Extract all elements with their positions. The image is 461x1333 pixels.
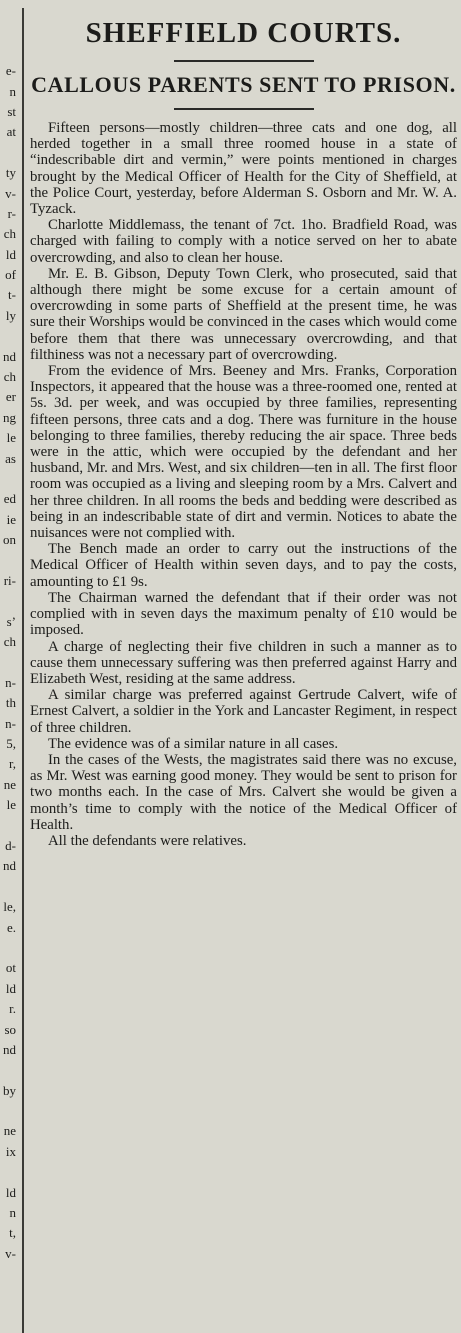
- column-fragment: [0, 551, 17, 571]
- article-body: [30, 120, 457, 849]
- column-fragment: ng: [3, 409, 16, 425]
- column-fragment: ld: [5, 980, 16, 996]
- column-fragment: on: [3, 532, 16, 548]
- article-paragraph: Charlotte Middlemass, the tenant of 7ct. 1ho. Bradfield Road, was charged with failing to comply with a notice served on her to abate overcrowding, and also to clean her house.: [30, 217, 457, 266]
- column-fragment: [0, 1285, 17, 1305]
- article-paragraph: Fifteen persons—mostly children—three cats and one dog, all herded together in a small three roomed house in a state of “indescribable dirt and vermin,” were points mentioned in charges brought by the Medical Officer of Health for the City of Sheffield, at the Police Court, yesterday, before Alderman S. Osborn and Mr. W. A. Tyzack.: [30, 120, 457, 218]
- column-fragment: r.: [9, 1001, 16, 1017]
- headline-divider: [174, 60, 314, 62]
- column-fragment: [0, 20, 17, 40]
- column-fragment: nd: [3, 1041, 16, 1057]
- column-fragment: e-: [5, 63, 16, 79]
- column-fragment: e.: [6, 919, 16, 935]
- column-fragment: n-: [5, 674, 16, 690]
- column-fragment: [0, 591, 17, 611]
- column-fragment: [0, 877, 17, 897]
- column-fragment: [0, 1101, 17, 1121]
- column-fragment: ix: [5, 1143, 16, 1159]
- column-rule: [22, 8, 24, 1333]
- column-fragment: 5,: [6, 736, 16, 752]
- column-fragment: v-: [5, 1245, 16, 1261]
- article-paragraph: Mr. E. B. Gibson, Deputy Town Clerk, who prosecuted, said that although there might be some excuse for a certain amount of overcrowding in some parts of Sheffield at the present time, he was sure their Worships would be convinced in the cases which would come before them that there was unnecessary overcrowding, and that filthiness was not a necessary part of overcrowding.: [30, 265, 457, 363]
- column-fragment: n: [9, 83, 16, 99]
- article-paragraph: The Chairman warned the defendant that if their order was not complied with in seven days the maximum penalty of £10 would be imposed.: [30, 589, 457, 639]
- subheadline-divider: [174, 108, 314, 110]
- column-fragment: le,: [3, 899, 16, 915]
- column-fragment: [0, 41, 17, 61]
- column-fragment: nd: [3, 858, 16, 874]
- column-fragment: d-: [5, 838, 16, 854]
- column-fragment: r,: [8, 756, 16, 772]
- article-paragraph: In the cases of the Wests, the magistrates said there was no excuse, as Mr. West was earning good money. They would be sent to prison for two months each. In the case of Mrs. Calvert she would be given a month’s time to comply with the notice of the Medical Officer of Health.: [30, 751, 457, 833]
- column-fragment: [0, 816, 17, 836]
- article-paragraph: The evidence was of a similar nature in all cases.: [48, 735, 339, 752]
- column-fragment: le: [6, 797, 16, 813]
- article-paragraph: A charge of neglecting their five children in such a manner as to cause them unnecessary suffering was then preferred against Harry and Elizabeth West, residing at the same address.: [30, 638, 457, 687]
- column-fragment: by: [3, 1082, 16, 1098]
- article: [30, 0, 457, 1333]
- article-paragraph: All the defendants were relatives.: [48, 832, 247, 849]
- column-fragment: er: [5, 389, 16, 405]
- column-fragment: t-: [8, 287, 16, 303]
- column-fragment: ri-: [3, 572, 16, 588]
- column-fragment: ie: [6, 511, 16, 527]
- column-fragment: ld: [5, 1184, 16, 1200]
- subheadline: CALLOUS PARENTS SENT TO PRISON.: [31, 72, 456, 97]
- column-fragment: [0, 326, 17, 346]
- column-fragment: ly: [5, 307, 16, 323]
- column-fragment: [0, 469, 17, 489]
- column-fragment: [0, 938, 17, 958]
- column-fragment: r-: [7, 205, 16, 221]
- column-fragment: so: [4, 1021, 16, 1037]
- column-fragment: ne: [3, 776, 16, 792]
- column-fragment: at: [6, 124, 16, 140]
- column-fragment: th: [5, 695, 16, 711]
- column-fragment: [0, 0, 17, 20]
- column-fragment: ch: [3, 369, 16, 385]
- headline: SHEFFIELD COURTS.: [85, 17, 402, 49]
- article-paragraph: From the evidence of Mrs. Beeney and Mrs. Franks, Corporation Inspectors, it appeared that the house was a three-roomed one, rented at 5s. 3d. per week, and was occupied by three families, representing fifteen persons, three cats and a dog. There was furniture in the house belonging to three families, thereby reducing the air space. Three beds were in the attic, which were occupied by the defendant and her husband, Mr. and Mrs. West, and six children—ten in all. The first floor room was occupied as a living and sleeping room by a Mrs. Calvert and her three children. In all rooms the beds and bedding were described as being in an indescribable state of dirt and vermin. Notices to abate the nuisances were not complied with.: [30, 363, 457, 542]
- column-fragment: of: [5, 267, 16, 283]
- column-fragment: nd: [3, 348, 16, 364]
- column-fragment: ed: [3, 491, 16, 507]
- column-fragment: n-: [5, 715, 16, 731]
- column-fragment: ot: [5, 960, 16, 976]
- column-fragment: s’: [6, 613, 16, 629]
- column-fragment: [0, 1264, 17, 1284]
- column-fragment: ch: [3, 226, 16, 242]
- column-fragment: ne: [3, 1123, 16, 1139]
- column-fragment: st: [7, 103, 16, 119]
- column-fragment: le: [6, 430, 16, 446]
- column-fragment: as: [5, 450, 16, 466]
- column-fragment: [0, 1060, 17, 1080]
- column-fragment: v-: [5, 185, 16, 201]
- column-fragment: ld: [5, 246, 16, 262]
- column-fragment: n: [9, 1205, 16, 1221]
- column-fragment: t,: [9, 1225, 16, 1241]
- column-fragment: [0, 143, 17, 163]
- column-fragment: [0, 653, 17, 673]
- column-fragment: ty: [5, 165, 16, 181]
- article-paragraph: A similar charge was preferred against Gertrude Calvert, wife of Ernest Calvert, a soldier in the York and Lancaster Regiment, in respect of three children.: [30, 687, 457, 736]
- column-fragment: ch: [3, 634, 16, 650]
- column-fragment: [0, 1162, 17, 1182]
- adjacent-column-fragments: [0, 0, 17, 1333]
- article-paragraph: The Bench made an order to carry out the instructions of the Medical Officer of Health within seven days, and to pay the costs, amounting to £1 9s.: [30, 541, 457, 590]
